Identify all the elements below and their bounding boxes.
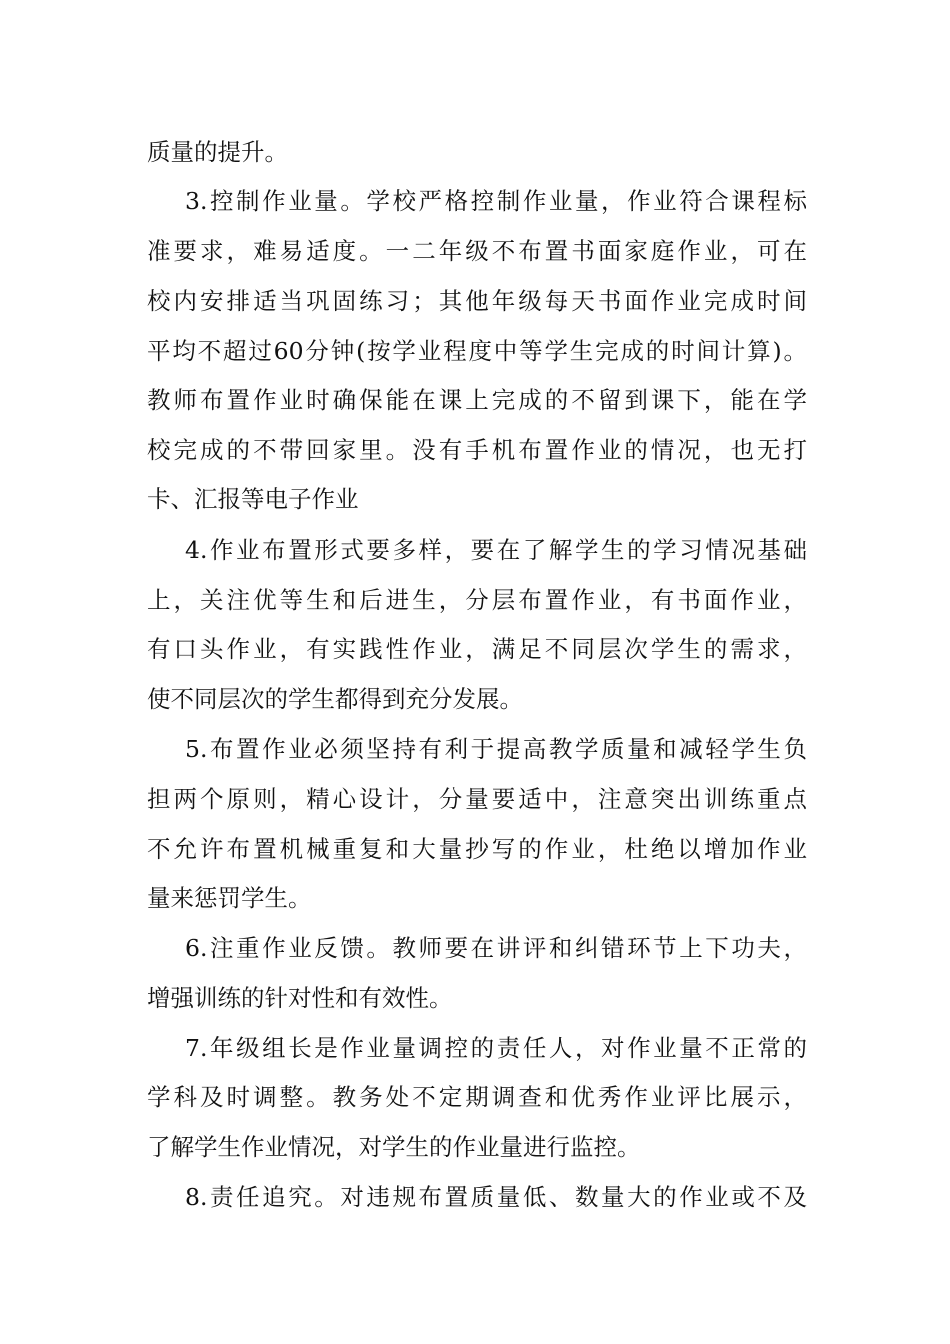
text-line: 校内安排适当巩固练习；其他年级每天书面作业完成时间 — [147, 287, 807, 315]
text-line: 质量的提升。 — [147, 138, 288, 166]
text-line: 3.控制作业量。学校严格控制作业量，作业符合课程标 — [185, 187, 807, 215]
text-line: 有口头作业，有实践性作业，满足不同层次学生的需求， — [147, 635, 807, 663]
text-line: 教师布置作业时确保能在课上完成的不留到课下，能在学 — [147, 386, 807, 414]
text-line: 上，关注优等生和后进生，分层布置作业，有书面作业， — [147, 586, 807, 614]
text-line: 使不同层次的学生都得到充分发展。 — [147, 685, 523, 713]
text-line: 学科及时调整。教务处不定期调查和优秀作业评比展示， — [147, 1083, 807, 1111]
text-line: 准要求，难易适度。一二年级不布置书面家庭作业，可在 — [147, 237, 807, 265]
text-line: 4.作业布置形式要多样，要在了解学生的学习情况基础 — [185, 536, 807, 564]
text-line: 平均不超过60分钟(按学业程度中等学生完成的时间计算)。 — [147, 337, 807, 365]
text-line: 8.责任追究。对违规布置质量低、数量大的作业或不及 — [185, 1183, 807, 1211]
text-line: 5.布置作业必须坚持有利于提高教学质量和减轻学生负 — [185, 735, 807, 763]
text-line: 了解学生作业情况，对学生的作业量进行监控。 — [147, 1133, 641, 1161]
text-line: 卡、汇报等电子作业 — [147, 485, 359, 513]
text-line: 6.注重作业反馈。教师要在讲评和纠错环节上下功夫， — [185, 934, 807, 962]
text-line: 量来惩罚学生。 — [147, 884, 312, 912]
text-line: 7.年级组长是作业量调控的责任人，对作业量不正常的 — [185, 1034, 807, 1062]
text-line: 校完成的不带回家里。没有手机布置作业的情况，也无打 — [147, 436, 807, 464]
text-line: 担两个原则，精心设计，分量要适中，注意突出训练重点 — [147, 785, 807, 813]
text-line: 增强训练的针对性和有效性。 — [147, 984, 453, 1012]
text-line: 不允许布置机械重复和大量抄写的作业，杜绝以增加作业 — [147, 835, 807, 863]
